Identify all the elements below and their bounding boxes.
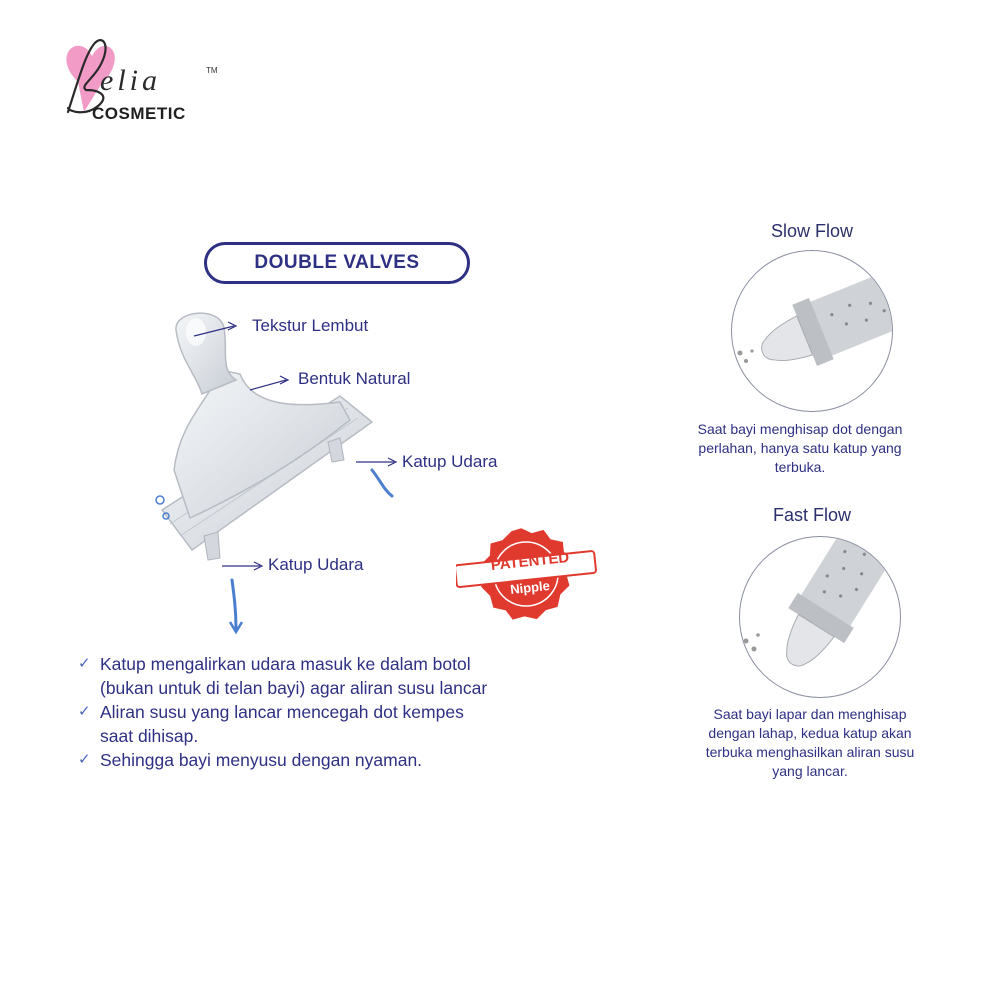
fast-flow-diagram xyxy=(739,536,901,698)
callout-air-valve-left: Katup Udara xyxy=(268,555,364,574)
callout-arrow-icon xyxy=(220,552,266,576)
slow-flow-title: Slow Flow xyxy=(770,221,854,241)
list-item: ✓ Aliran susu yang lancar mencegah dot kempes saat dihisap. xyxy=(78,702,464,746)
callout-soft-texture: Tekstur Lembut xyxy=(252,316,369,335)
check-icon: ✓ xyxy=(78,703,91,720)
callout-natural-shape: Bentuk Natural xyxy=(298,369,411,388)
fast-flow-title: Fast Flow xyxy=(772,505,851,525)
trademark-symbol: TM xyxy=(206,66,218,75)
slow-flow-nipple-icon xyxy=(732,251,893,412)
feature-title-pill: DOUBLE VALVES xyxy=(204,242,470,284)
callout-arrow-icon xyxy=(190,312,250,342)
list-item: ✓ Katup mengalirkan udara masuk ke dalam botol (bukan untuk di telan bayi) agar aliran susu lancar xyxy=(78,654,488,698)
nipple-illustration xyxy=(140,310,400,640)
fast-flow-description: Saat bayi lapar dan menghisap dengan lahap, kedua katup akan terbuka menghasilkan aliran susu yang lancar. xyxy=(705,706,915,779)
brand-wordmark: elia xyxy=(100,64,161,97)
list-item: ✓ Sehingga bayi menyusu dengan nyaman. xyxy=(78,750,423,770)
callout-air-valve-right: Katup Udara xyxy=(402,452,498,471)
callout-arrow-icon xyxy=(354,448,400,472)
badge-bottom-text: Nipple xyxy=(509,577,551,598)
fast-flow-nipple-icon xyxy=(740,537,901,698)
slow-flow-description: Saat bayi menghisap dot dengan perlahan, hanya satu katup yang terbuka. xyxy=(697,421,903,475)
check-icon: ✓ xyxy=(78,751,91,768)
benefit-list xyxy=(78,652,638,772)
brand-subtitle: COSMETIC xyxy=(92,104,186,123)
callout-arrow-icon xyxy=(246,366,296,396)
badge-top-text: PATENTED xyxy=(490,548,570,575)
slow-flow-diagram xyxy=(731,250,893,412)
check-icon: ✓ xyxy=(78,655,91,672)
